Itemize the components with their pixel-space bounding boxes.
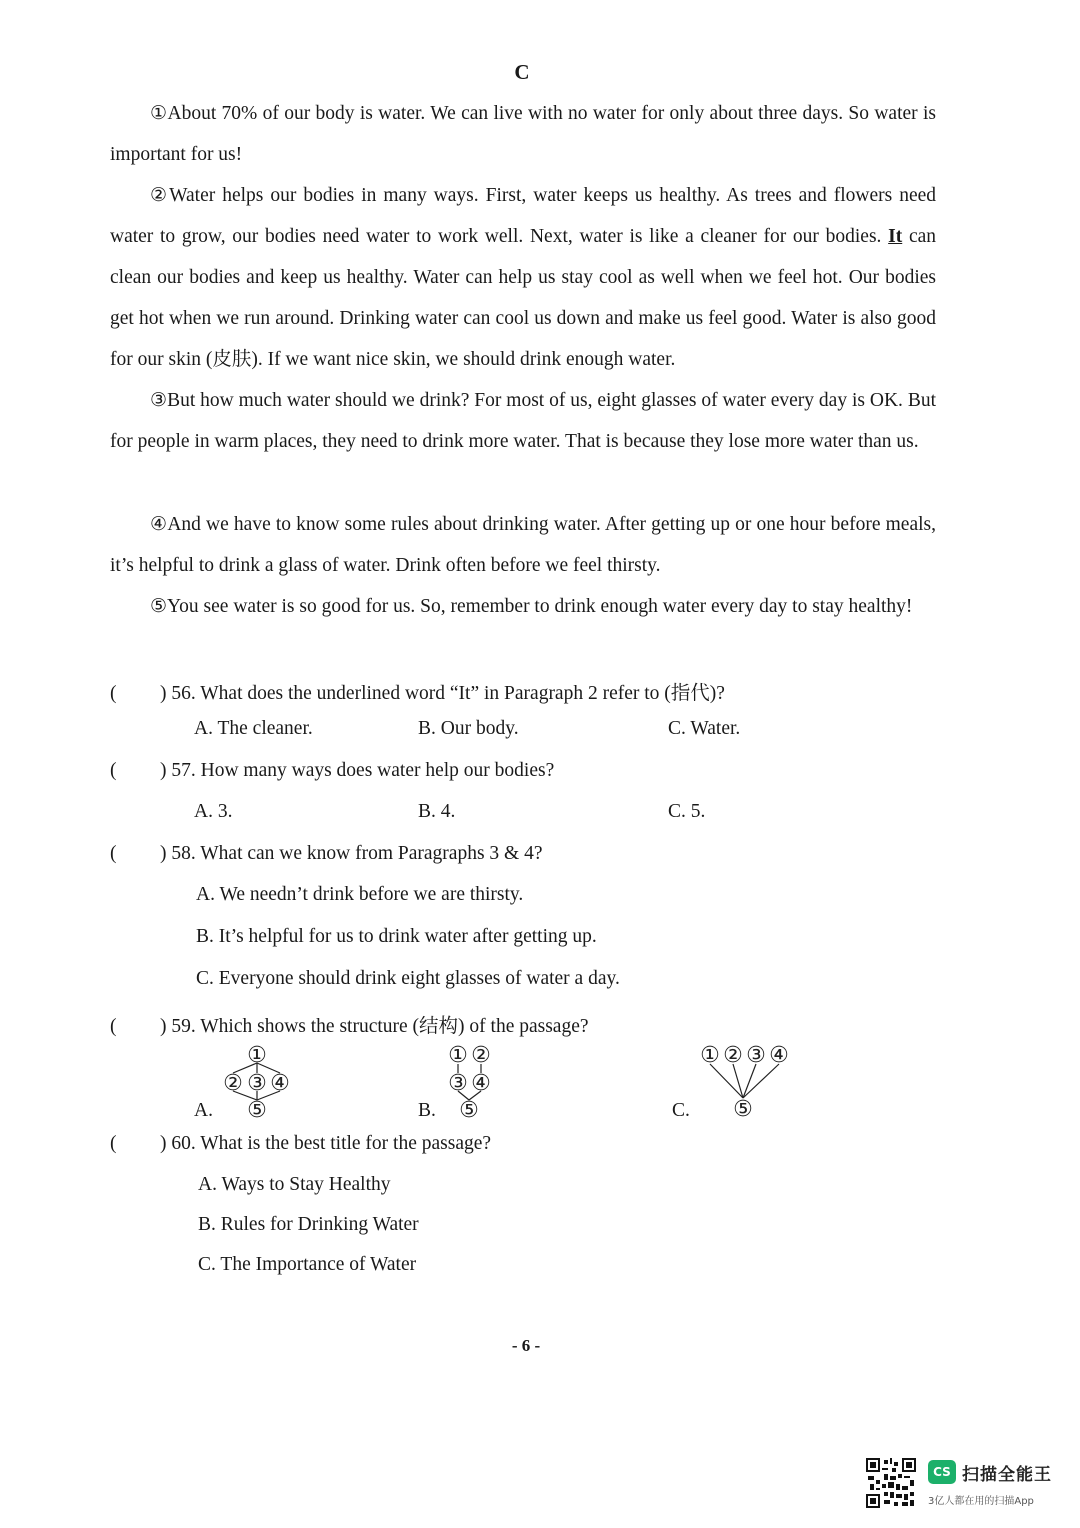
paragraph-number: ④: [150, 513, 168, 535]
question-60: [110, 1133, 491, 1155]
circled-number: ①: [247, 1043, 267, 1068]
scanner-watermark: [928, 1460, 1058, 1510]
circled-number: ④: [270, 1071, 290, 1096]
question-57: [110, 760, 554, 782]
option-b-label: B.: [418, 1100, 436, 1121]
paragraph-number: ⑤: [150, 595, 168, 617]
app-tagline: 3亿人都在用的扫描App: [928, 1496, 1034, 1507]
option-b: B. Our body.: [418, 718, 519, 739]
circled-number: ②: [223, 1071, 243, 1096]
option-c: C. The Importance of Water: [198, 1254, 417, 1275]
paragraph-3: [110, 380, 936, 462]
section-title: C: [514, 60, 530, 84]
paragraph-4: [110, 504, 936, 586]
option-c-label: C.: [672, 1100, 690, 1121]
answer-blank[interactable]: (: [110, 760, 117, 781]
answer-blank[interactable]: (: [110, 1016, 117, 1037]
paragraph-number: ①: [150, 102, 168, 124]
option-b: B. It’s helpful for us to drink water after getting up.: [196, 926, 597, 947]
option-b: B. 4.: [418, 801, 456, 822]
camscanner-logo: CS: [928, 1460, 956, 1484]
question-prompt: ) 60. What is the best title for the passage?: [160, 1133, 492, 1154]
option-c: C. 5.: [668, 801, 706, 822]
paragraph-text: About 70% of our body is water. We can live with no water for only about three days. So water is important for us!: [110, 103, 936, 165]
structure-diagram-b: [444, 1042, 496, 1120]
paragraph-text: You see water is so good for us. So, remember to drink enough water every day to stay healthy!: [167, 596, 913, 617]
question-prompt: ) 58. What can we know from Paragraphs 3 & 4?: [160, 843, 543, 864]
underlined-word: It: [888, 226, 903, 247]
paragraph-1: [110, 93, 936, 175]
paragraph-number: ②: [150, 184, 170, 206]
option-a: A. Ways to Stay Healthy: [198, 1174, 391, 1195]
option-b: B. Rules for Drinking Water: [198, 1214, 419, 1235]
option-a: A. The cleaner.: [194, 718, 313, 739]
question-56: [110, 677, 725, 705]
paragraph-text: But how much water should we drink? For most of us, eight glasses of water every day is OK. But for people in warm places, they need to drink more water. That is because they lose more water than us.: [110, 390, 936, 452]
circled-number: ③: [448, 1071, 468, 1096]
answer-blank[interactable]: (: [110, 1133, 117, 1154]
app-name: 扫描全能王: [962, 1465, 1052, 1485]
paragraph-number: ③: [150, 389, 168, 411]
option-c: C. Water.: [668, 718, 741, 739]
circled-number: ①: [700, 1043, 720, 1068]
question-prompt: ) 59. Which shows the structure (结构) of the passage?: [160, 1016, 589, 1037]
paragraph-5: [110, 586, 936, 627]
paragraph-text: can clean our bodies and keep us healthy. Water can help us stay cool as well when we feel hot. Our bodies get hot when we run around. Drinking water can cool us down and make us feel good. Water is also good for our skin (皮肤). If we want nice skin, we should drink enough water.: [110, 226, 937, 370]
circled-number: ⑤: [459, 1098, 479, 1120]
structure-diagram-c: [698, 1042, 794, 1120]
paragraph-text: And we have to know some rules about drinking water. After getting up or one hour before meals, it’s helpful to drink a glass of water. Drink often before we feel thirsty.: [110, 514, 936, 576]
option-a-label: A.: [194, 1100, 213, 1121]
circled-number: ⑤: [247, 1098, 267, 1120]
circled-number: ④: [769, 1043, 789, 1068]
option-c: C. Everyone should drink eight glasses of water a day.: [196, 968, 620, 989]
circled-number: ④: [471, 1071, 491, 1096]
option-a: A. 3.: [194, 801, 233, 822]
page-number: - 6 -: [511, 1336, 541, 1355]
circled-number: ②: [723, 1043, 743, 1068]
question-prompt: ) 57. How many ways does water help our bodies?: [160, 760, 555, 781]
paragraph-2: [110, 175, 936, 380]
option-a: A. We needn’t drink before we are thirsty.: [196, 884, 524, 905]
qr-code-icon: [866, 1458, 916, 1508]
question-59: [110, 1010, 589, 1038]
question-prompt: ) 56. What does the underlined word “It” in Paragraph 2 refer to (指代)?: [160, 683, 725, 704]
circled-number: ①: [448, 1043, 468, 1068]
question-58: [110, 843, 543, 865]
circled-number: ⑤: [733, 1097, 753, 1120]
structure-diagram-a: [222, 1042, 294, 1120]
paragraph-text: Water helps our bodies in many ways. First, water keeps us healthy. As trees and flowers need water to grow, our bodies need water to work well. Next, water is like a cleaner for our bodies.: [110, 185, 936, 247]
circled-number: ③: [746, 1043, 766, 1068]
answer-blank[interactable]: (: [110, 843, 117, 864]
answer-blank[interactable]: (: [110, 683, 117, 704]
circled-number: ②: [471, 1043, 491, 1068]
circled-number: ③: [247, 1071, 267, 1096]
